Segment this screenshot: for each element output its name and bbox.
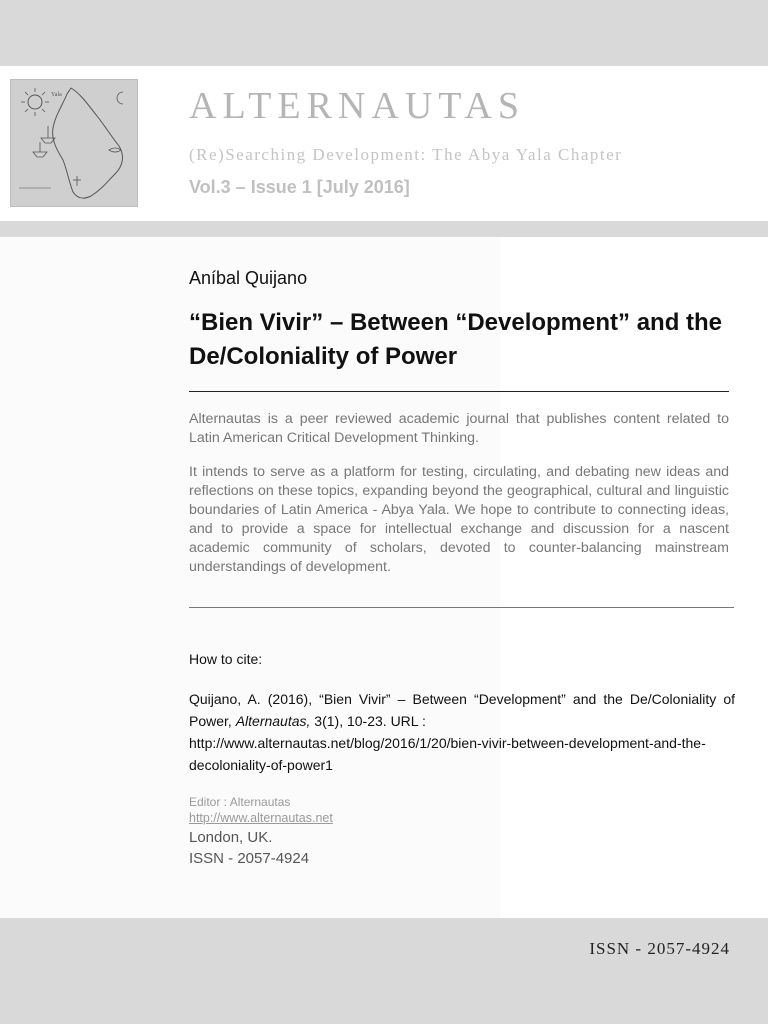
editor-issn: ISSN - 2057-4924 <box>189 850 310 867</box>
citation-journal: Alternautas, <box>235 713 311 729</box>
editor-label: Editor : Alternautas <box>189 795 291 809</box>
footer-band <box>0 918 768 1024</box>
journal-title: ALTERNAUTAS <box>189 85 526 127</box>
journal-volume: Vol.3 – Issue 1 [July 2016] <box>189 177 410 197</box>
hand-drawn-map-logo <box>10 79 138 207</box>
journal-subtitle: (Re)Searching Development: The Abya Yala Chapter <box>189 145 623 164</box>
citation-reference: Quijano, A. (2016), “Bien Vivir” – Between “Development” and the De/Coloniality of Power, <box>189 691 735 729</box>
journal-description-paragraph: Alternautas is a peer reviewed academic journal that publishes content related to Latin American Critical Development Thinking. <box>189 411 729 446</box>
header-divider-band <box>0 221 768 237</box>
top-band <box>0 0 768 66</box>
citation-volume: 3(1), 10-23. URL : <box>310 713 426 729</box>
editor-website-link[interactable]: http://www.alternautas.net <box>189 811 333 825</box>
map-sketch-icon <box>11 80 137 206</box>
article-author: Aníbal Quijano <box>189 268 308 288</box>
footer-issn: ISSN - 2057-4924 <box>589 939 730 958</box>
citation-url[interactable]: http://www.alternautas.net/blog/2016/1/20/bien-vivir-between-development-and-the-decoloniality-of-power1 <box>189 735 706 773</box>
description-divider <box>189 607 734 608</box>
logo-text: Yala <box>51 92 62 98</box>
article-title: “Bien Vivir” – Between “Development” and the De/Coloniality of Power <box>189 309 723 370</box>
journal-mission-paragraph: It intends to serve as a platform for testing, circulating, and debating new ideas and reflections on these topics, expanding beyond the geographical, cultural and linguistic boundaries of Latin America - Abya Yala. We hope to contribute to connecting ideas, and to provide a space for intellectual exchange and discussion for a nascent academic community of scholars, devoted to counter-balancing mainstream understandings of development. <box>189 464 729 575</box>
cite-heading: How to cite: <box>189 651 263 667</box>
citation-text <box>189 688 735 776</box>
title-divider <box>189 391 729 392</box>
editor-city: London, UK. <box>189 829 273 846</box>
